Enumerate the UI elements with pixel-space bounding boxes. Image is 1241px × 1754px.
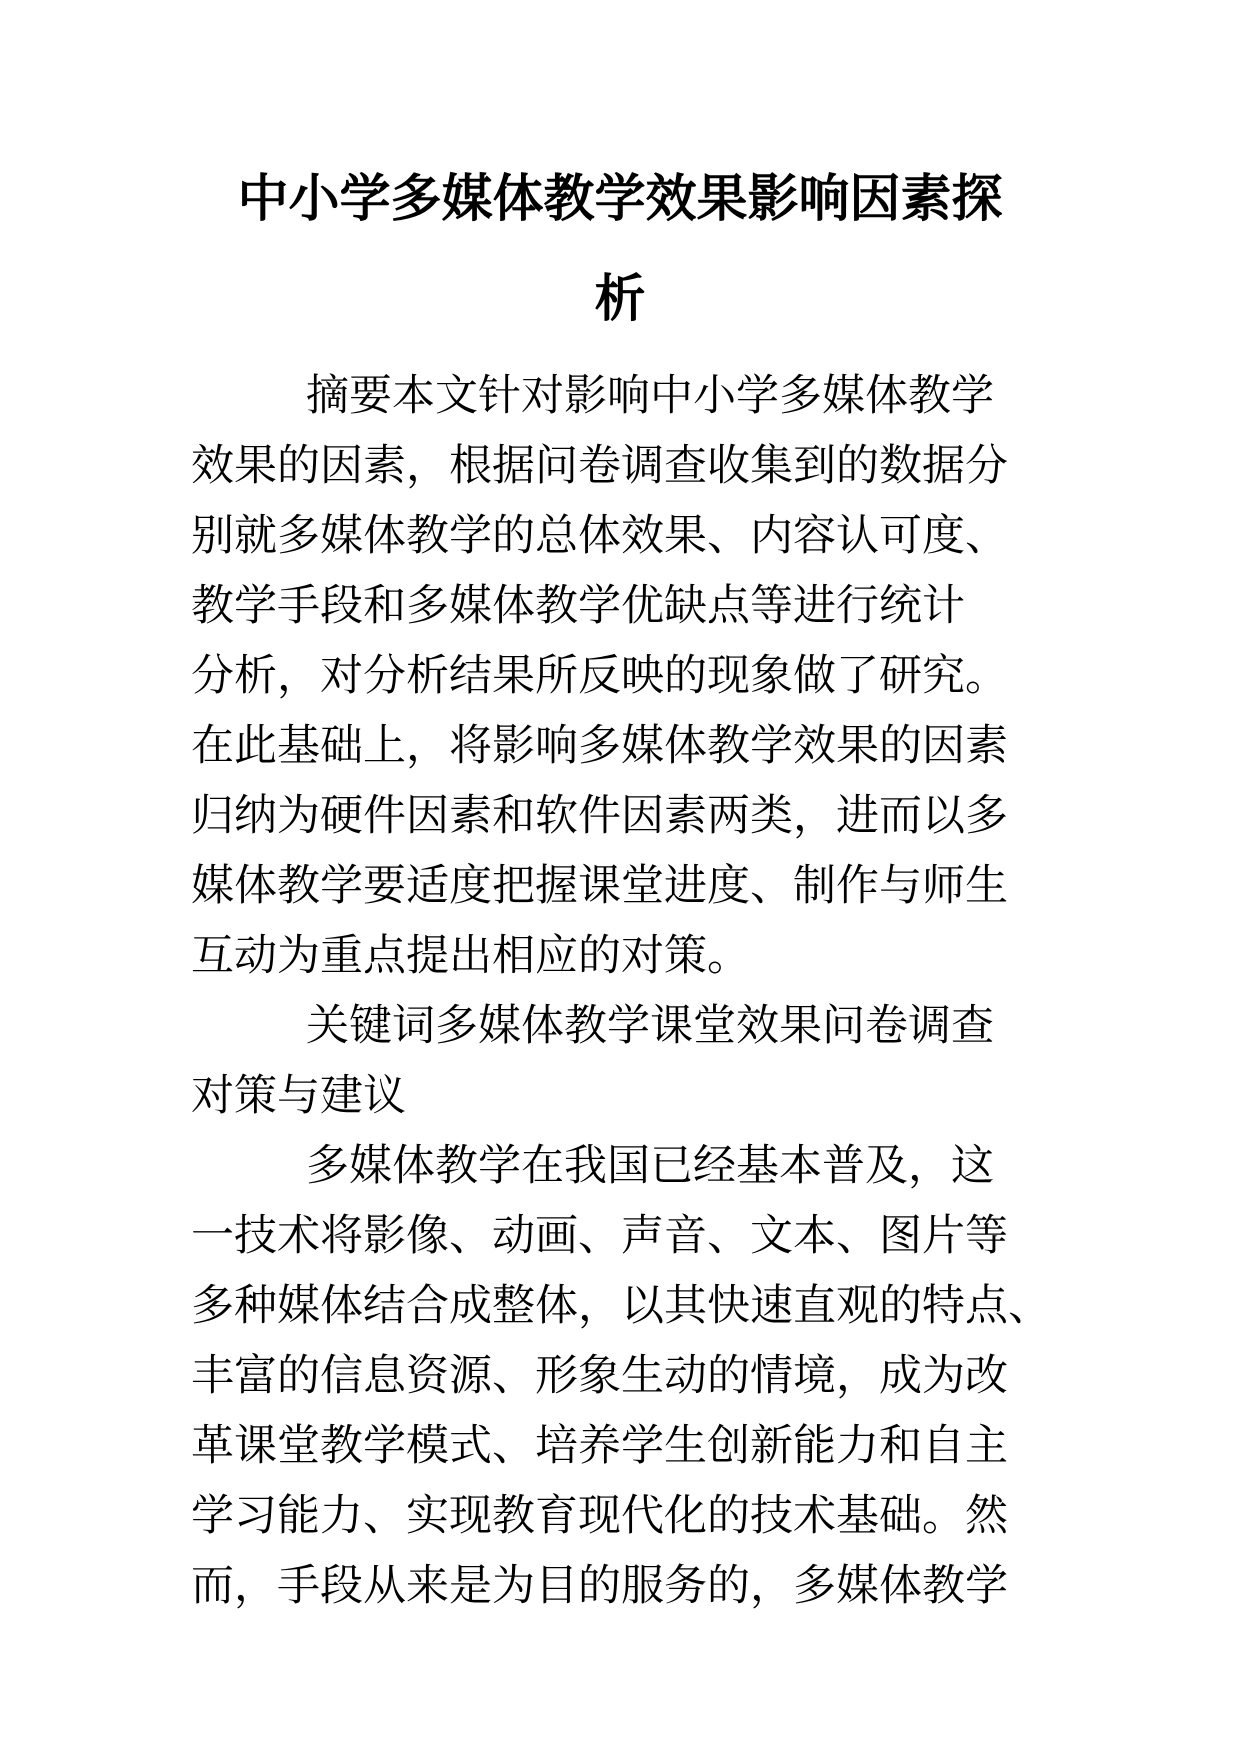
abstract-line: 摘要本文针对影响中小学多媒体教学 xyxy=(306,371,994,421)
body-paragraph xyxy=(191,1131,1051,1621)
keywords-line: 关键词多媒体教学课堂效果问卷调查 xyxy=(306,1001,994,1051)
abstract-line: 别就多媒体教学的总体效果、内容认可度、 xyxy=(191,511,1008,561)
abstract-line: 在此基础上，将影响多媒体教学效果的因素 xyxy=(191,721,1008,771)
abstract-line: 媒体教学要适度把握课堂进度、制作与师生 xyxy=(191,861,1008,911)
body-line: 多种媒体结合成整体，以其快速直观的特点、 xyxy=(191,1281,1051,1331)
body-line: 丰富的信息资源、形象生动的情境，成为改 xyxy=(191,1351,1008,1401)
body-line: 一技术将影像、动画、声音、文本、图片等 xyxy=(191,1211,1008,1261)
body-line: 革课堂教学模式、培养学生创新能力和自主 xyxy=(191,1421,1008,1471)
body-line: 而，手段从来是为目的服务的，多媒体教学 xyxy=(191,1561,1008,1611)
keywords-line: 对策与建议 xyxy=(191,1071,406,1121)
document-body xyxy=(191,361,1051,1621)
body-line: 多媒体教学在我国已经基本普及，这 xyxy=(306,1141,994,1191)
document-title-line-2: 析 xyxy=(594,270,646,329)
abstract-line: 效果的因素，根据问卷调查收集到的数据分 xyxy=(191,441,1008,491)
keywords-paragraph xyxy=(191,991,1051,1131)
abstract-line: 分析，对分析结果所反映的现象做了研究。 xyxy=(191,651,1008,701)
abstract-line: 互动为重点提出相应的对策。 xyxy=(191,931,750,981)
abstract-line: 归纳为硬件因素和软件因素两类，进而以多 xyxy=(191,791,1008,841)
body-line: 学习能力、实现教育现代化的技术基础。然 xyxy=(191,1491,1008,1541)
abstract-line: 教学手段和多媒体教学优缺点等进行统计 xyxy=(191,581,965,631)
document-title-line-1: 中小学多媒体教学效果影响因素探 xyxy=(237,170,1003,229)
abstract-paragraph xyxy=(191,361,1051,991)
